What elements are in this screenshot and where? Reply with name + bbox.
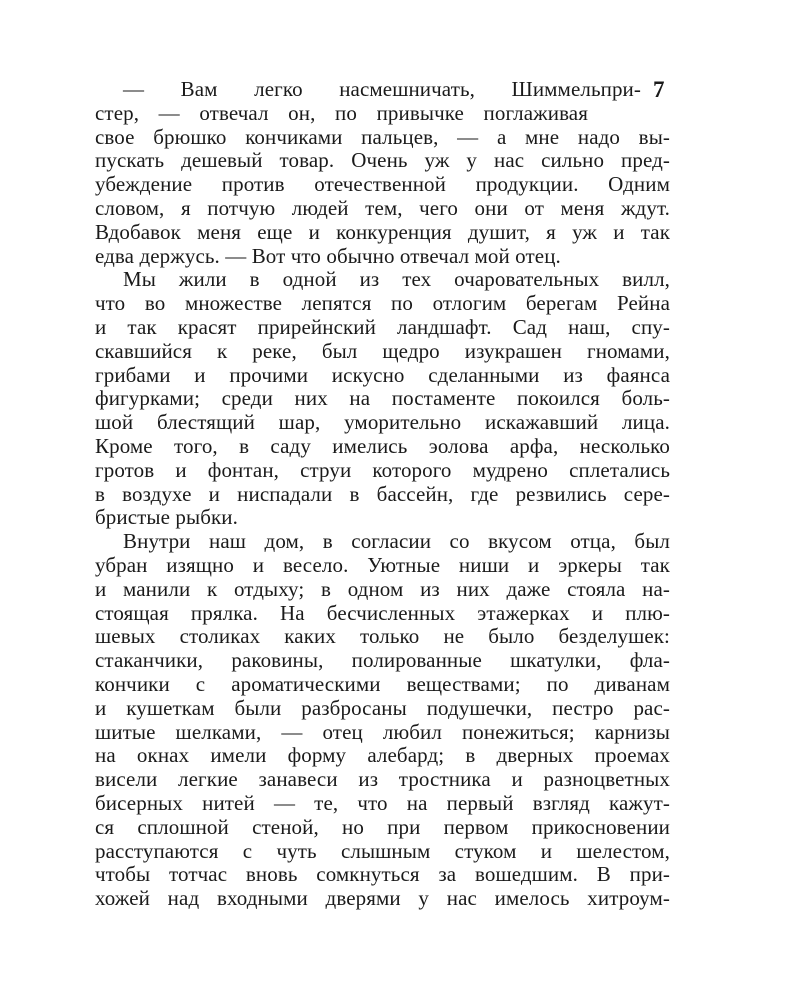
- text-line: пускать дешевый товар. Очень уж у нас сильно пред-: [95, 148, 670, 173]
- text-line: шитые шелками, — отец любил понежиться; карнизы: [95, 719, 670, 744]
- text-line: и манили к отдыху; в одном из них даже стояла на-: [95, 576, 670, 601]
- text-line: убеждение против отечественной продукции. Одним: [95, 172, 670, 197]
- text-line: Вдобавок меня еще и конкуренция душит, я уж и так: [95, 219, 670, 244]
- text-line: бристые рыбки.: [95, 505, 238, 530]
- text-line: и кушеткам были разбросаны подушечки, пестро рас-: [95, 695, 670, 720]
- text-line: — Вам легко насмешничать, Шиммельпри-: [123, 77, 641, 101]
- text-line: шевых столиках каких только не было безделушек:: [95, 624, 670, 649]
- text-line: в воздухе и ниспадали в бассейн, где резвились сере-: [95, 481, 670, 506]
- text-line: стер, — отвечал он, по привычке поглаживая: [95, 100, 588, 125]
- text-line: шой блестящий шар, уморительно искажавший лица.: [95, 410, 670, 435]
- text-line: Внутри наш дом, в согласии со вкусом отца, был: [123, 529, 670, 554]
- text-line: хожей над входными дверями у нас имелось хитроум-: [95, 886, 670, 911]
- text-line: скавшийся к реке, был щедро изукрашен гномами,: [95, 338, 670, 363]
- text-line: Мы жили в одной из тех очаровательных вилл,: [123, 267, 670, 292]
- text-line: и так красят прирейнский ландшафт. Сад наш, спу-: [95, 314, 670, 339]
- page-number: 7: [653, 77, 665, 102]
- text-line: стоящая прялка. На бесчисленных этажерках и плю-: [95, 600, 670, 625]
- text-line: Кроме того, в саду имелись эолова арфа, несколько: [95, 433, 670, 458]
- text-line: чтобы тотчас вновь сомкнуться за вошедшим. В при-: [95, 862, 670, 887]
- text-line: ся сплошной стеной, но при первом прикосновении: [95, 814, 670, 839]
- body-text: [95, 78, 670, 911]
- text-line: стаканчики, раковины, полированные шкатулки, фла-: [95, 648, 670, 673]
- text-line: грибами и прочими искусно сделанными из фаянса: [95, 362, 670, 387]
- text-line: свое брюшко кончиками пальцев, — а мне надо вы-: [95, 124, 670, 149]
- text-line: словом, я потчую людей тем, чего они от меня ждут.: [95, 195, 670, 220]
- text-line: кончики с ароматическими веществами; по диванам: [95, 671, 670, 696]
- text-line: гротов и фонтан, струи которого мудрено сплетались: [95, 457, 670, 482]
- text-line: висели легкие занавеси из тростника и разноцветных: [95, 767, 670, 792]
- text-line: фигурками; среди них на постаменте покоился боль-: [95, 386, 670, 411]
- text-line: на окнах имели форму алебард; в дверных проемах: [95, 743, 670, 768]
- text-line: расступаются с чуть слышным стуком и шелестом,: [95, 838, 670, 863]
- text-line: убран изящно и весело. Уютные ниши и эркеры так: [95, 552, 670, 577]
- text-line: что во множестве лепятся по отлогим берегам Рейна: [95, 291, 670, 316]
- text-line: бисерных нитей — те, что на первый взгляд кажут-: [95, 790, 670, 815]
- text-line: едва держусь. — Вот что обычно отвечал мой отец.: [95, 243, 561, 268]
